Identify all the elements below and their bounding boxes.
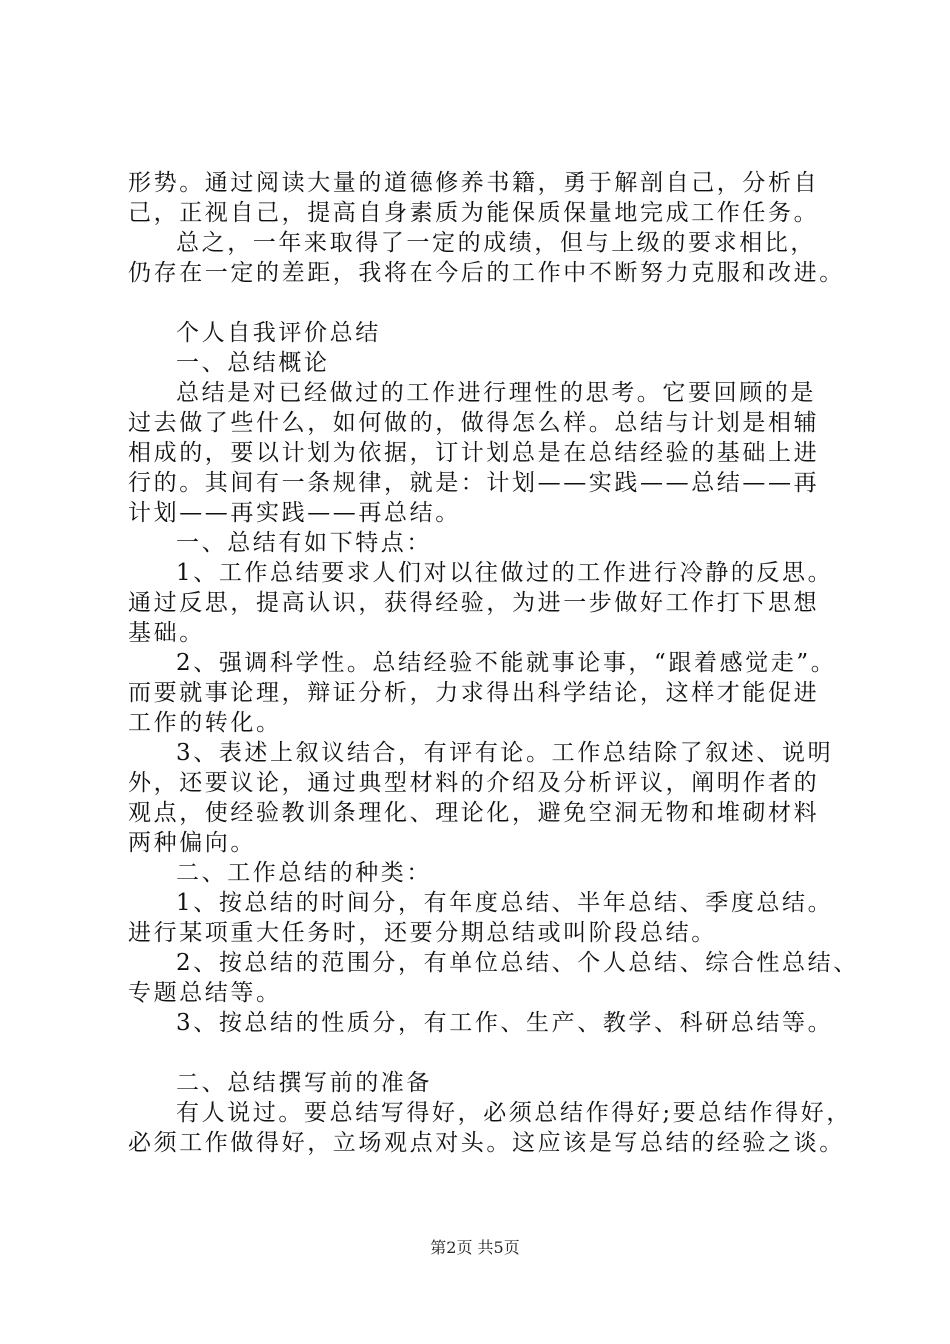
paragraph-line: 两种偏向。 xyxy=(128,830,256,856)
heading-line: 二、工作总结的种类： xyxy=(176,860,432,886)
paragraph-line: 而要就事论理，辩证分析，力求得出科学结论，这样才能促进 xyxy=(128,680,820,706)
list-item: 1、工作总结要求人们对以往做过的工作进行冷静的反思。 xyxy=(176,560,834,586)
paragraph-line: 有人说过。要总结写得好，必须总结作得好;要总结作得好， xyxy=(176,1100,852,1126)
list-item: 3、表述上叙议结合，有评有论。工作总结除了叙述、说明 xyxy=(176,740,834,766)
paragraph-line: 进行某项重大任务时，还要分期总结或叫阶段总结。 xyxy=(128,920,717,946)
list-item: 1、按总结的时间分，有年度总结、半年总结、季度总结。 xyxy=(176,890,834,916)
paragraph-line: 工作的转化。 xyxy=(128,710,282,736)
paragraph-line: 形势。通过阅读大量的道德修养书籍，勇于解剖自己，分析自 xyxy=(128,170,820,196)
paragraph-line: 专题总结等。 xyxy=(128,980,282,1006)
paragraph-line: 行的。其间有一条规律，就是：计划——实践——总结——再 xyxy=(128,470,820,496)
list-item: 3、按总结的性质分，有工作、生产、教学、科研总结等。 xyxy=(176,1010,834,1036)
paragraph-line: 仍存在一定的差距，我将在今后的工作中不断努力克服和改进。 xyxy=(128,260,845,286)
paragraph-line: 总结是对已经做过的工作进行理性的思考。它要回顾的是 xyxy=(176,380,816,406)
paragraph-line: 外，还要议论，通过典型材料的介绍及分析评议，阐明作者的 xyxy=(128,770,820,796)
section-title: 个人自我评价总结 xyxy=(176,320,381,346)
paragraph-line: 必须工作做得好，立场观点对头。这应该是写总结的经验之谈。 xyxy=(128,1130,845,1156)
paragraph-line: 计划——再实践——再总结。 xyxy=(128,500,461,526)
heading-line: 一、总结有如下特点： xyxy=(176,530,432,556)
paragraph-line: 观点，使经验教训条理化、理论化，避免空洞无物和堆砌材料 xyxy=(128,800,820,826)
paragraph-line: 通过反思，提高认识，获得经验，为进一步做好工作打下思想 xyxy=(128,590,820,616)
paragraph-line: 相成的，要以计划为依据，订计划总是在总结经验的基础上进 xyxy=(128,440,820,466)
section-gap xyxy=(128,1038,850,1068)
page-footer xyxy=(0,1238,950,1258)
heading-line: 一、总结概论 xyxy=(176,350,330,376)
document-body xyxy=(128,168,859,1158)
list-item: 2、强调科学性。总结经验不能就事论事，“跟着感觉走”。 xyxy=(176,650,837,676)
heading-line: 二、总结撰写前的准备 xyxy=(176,1070,432,1096)
paragraph-line: 总之，一年来取得了一定的成绩，但与上级的要求相比， xyxy=(176,230,816,256)
page-number: 第2页 共5页 xyxy=(430,1238,520,1257)
paragraph-line: 过去做了些什么，如何做的，做得怎么样。总结与计划是相辅 xyxy=(128,410,820,436)
paragraph-line: 基础。 xyxy=(128,620,205,646)
section-gap xyxy=(128,288,850,318)
list-item: 2、按总结的范围分，有单位总结、个人总结、综合性总结、 xyxy=(176,950,859,976)
paragraph-line: 己，正视自己，提高自身素质为能保质保量地完成工作任务。 xyxy=(128,200,820,226)
